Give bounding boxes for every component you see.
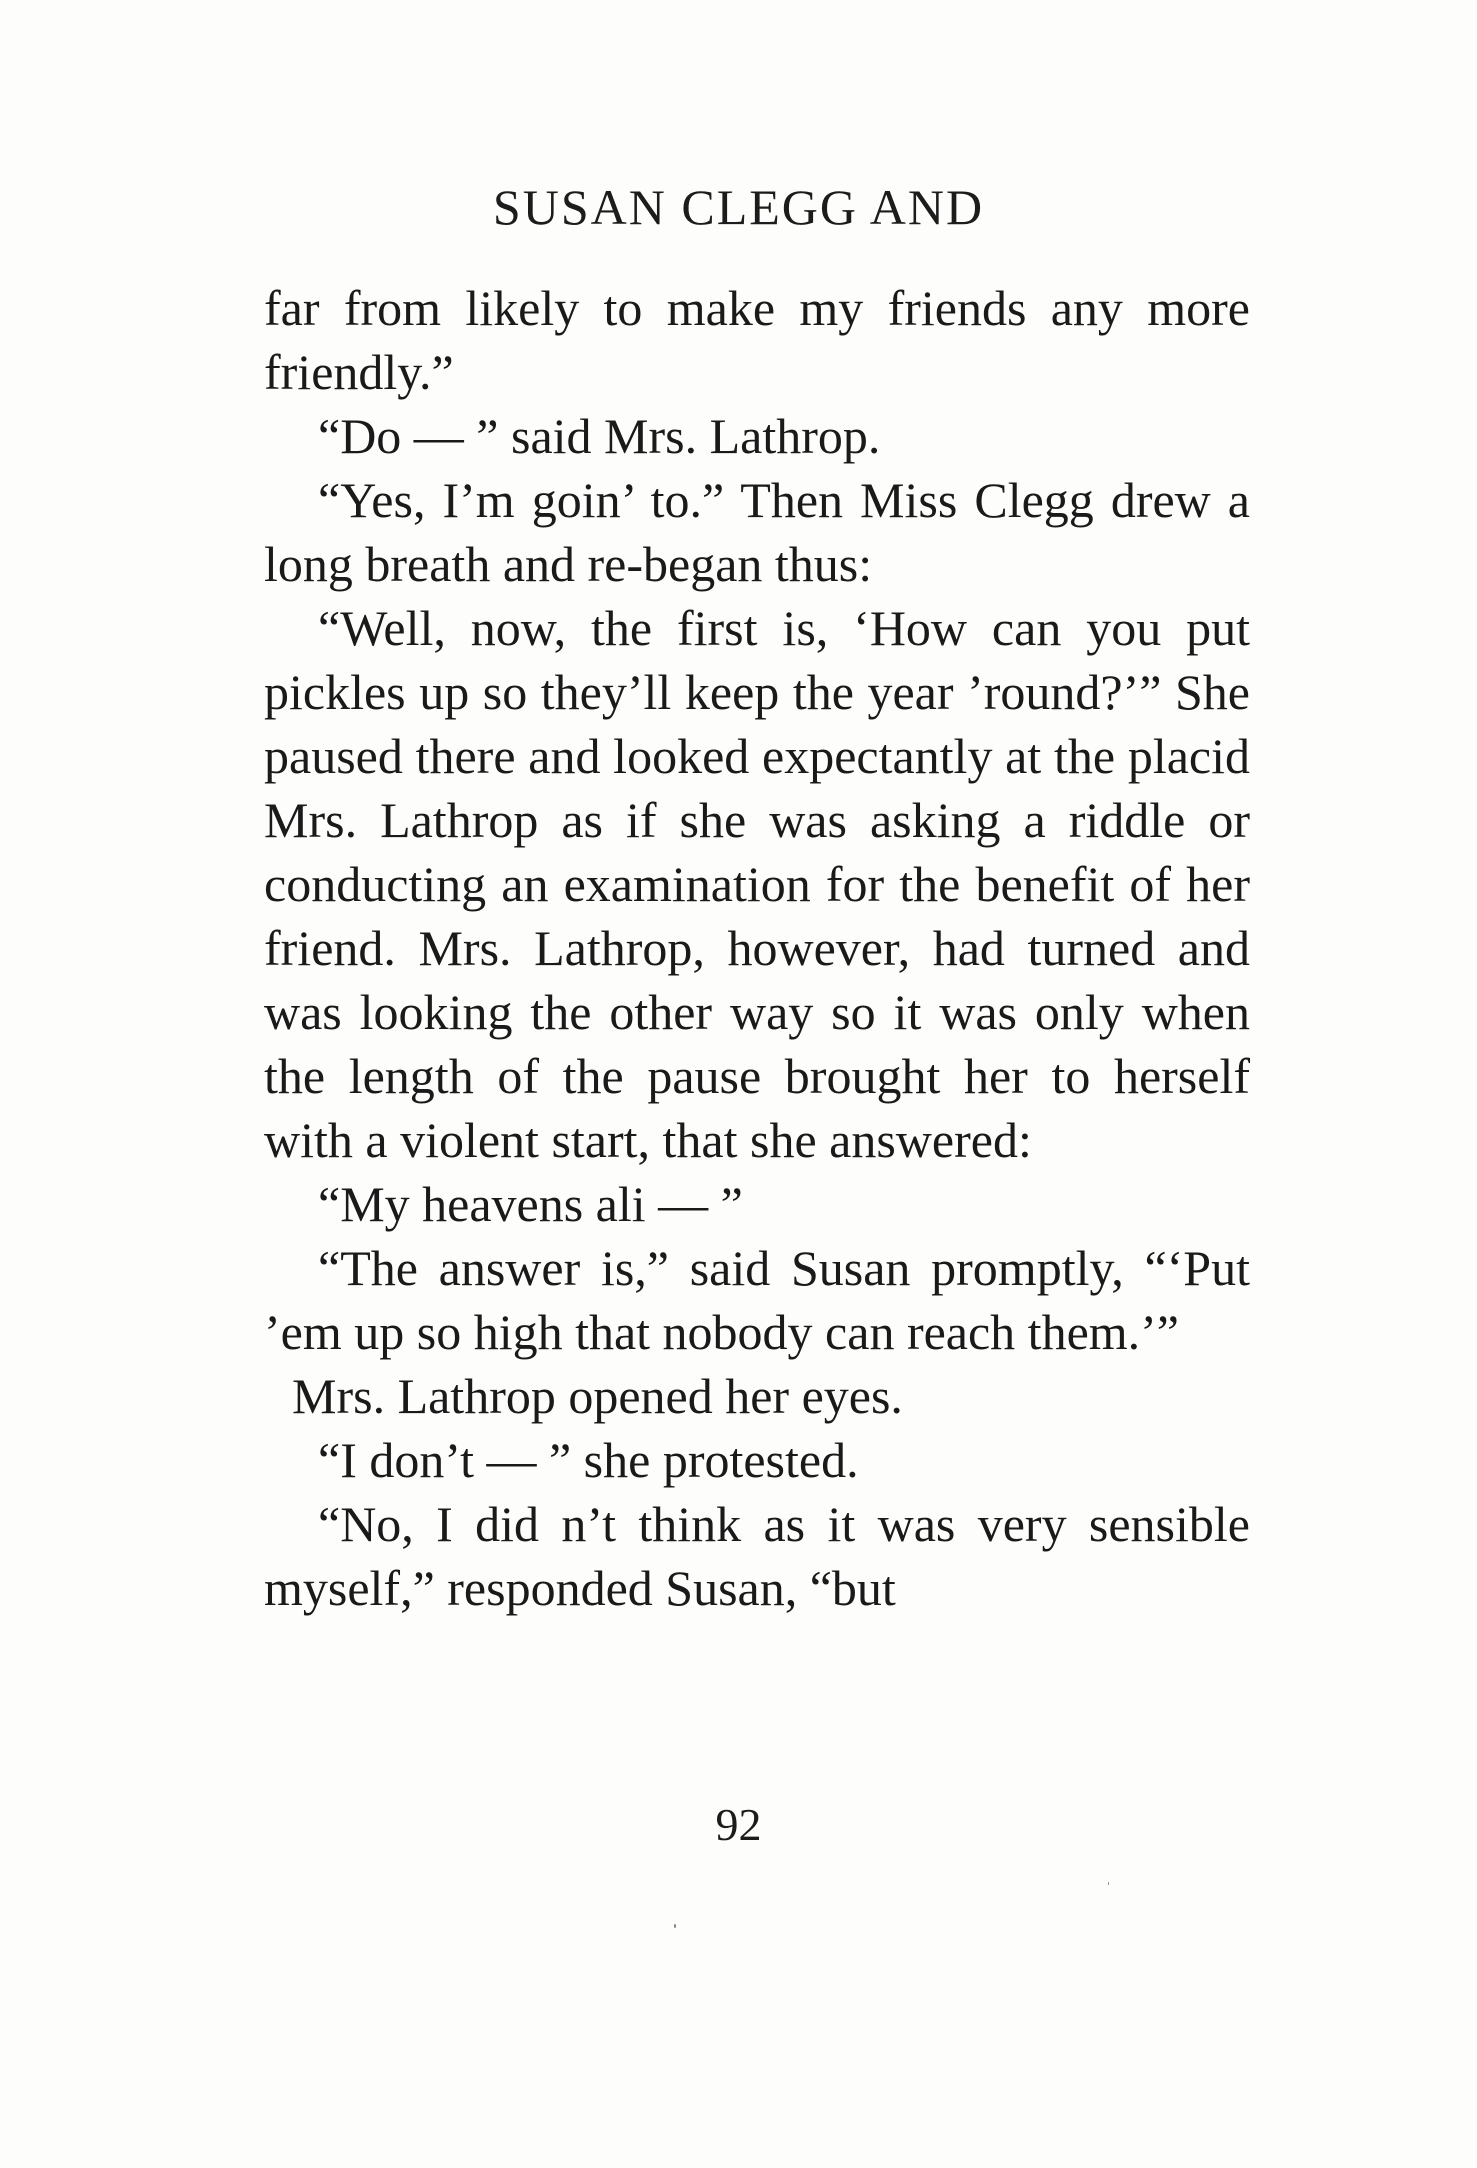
paragraph: “I don’t — ” she protested. [318, 1432, 859, 1488]
print-speck [1108, 1882, 1109, 1885]
paragraph: “Yes, I’m goin’ to.” Then Miss Clegg drew a long breath and re-began thus: [264, 472, 1250, 592]
print-speck [674, 1924, 676, 1928]
paragraph: “The answer is,” said Susan promptly, “‘Put ’em up so high that nobody can reach them.’” [264, 1240, 1250, 1360]
paragraph: far from likely to make my friends any more friendly.” [264, 280, 1250, 400]
paragraph: “Do — ” said Mrs. Lathrop. [318, 408, 881, 464]
body-text [264, 276, 1250, 1620]
paragraph: “No, I did n’t think as it was very sensible myself,” responded Susan, “but [264, 1496, 1250, 1616]
paragraph: “Well, now, the first is, ‘How can you put pickles up so they’ll keep the year ’round?’” She paused there and looked expectantly at the placid Mrs. Lathrop as if she was asking a riddle or conducting an examination for the benefit of her friend. Mrs. Lathrop, however, had turned and was looking the other way so it was only when the length of the pause brought her to herself with a violent start, that she answered: [264, 600, 1250, 1168]
paragraph: “My heavens ali — ” [318, 1176, 743, 1232]
page-number: 92 [715, 1799, 762, 1850]
paragraph: Mrs. Lathrop opened her eyes. [292, 1368, 903, 1424]
running-title: SUSAN CLEGG AND [492, 179, 985, 235]
